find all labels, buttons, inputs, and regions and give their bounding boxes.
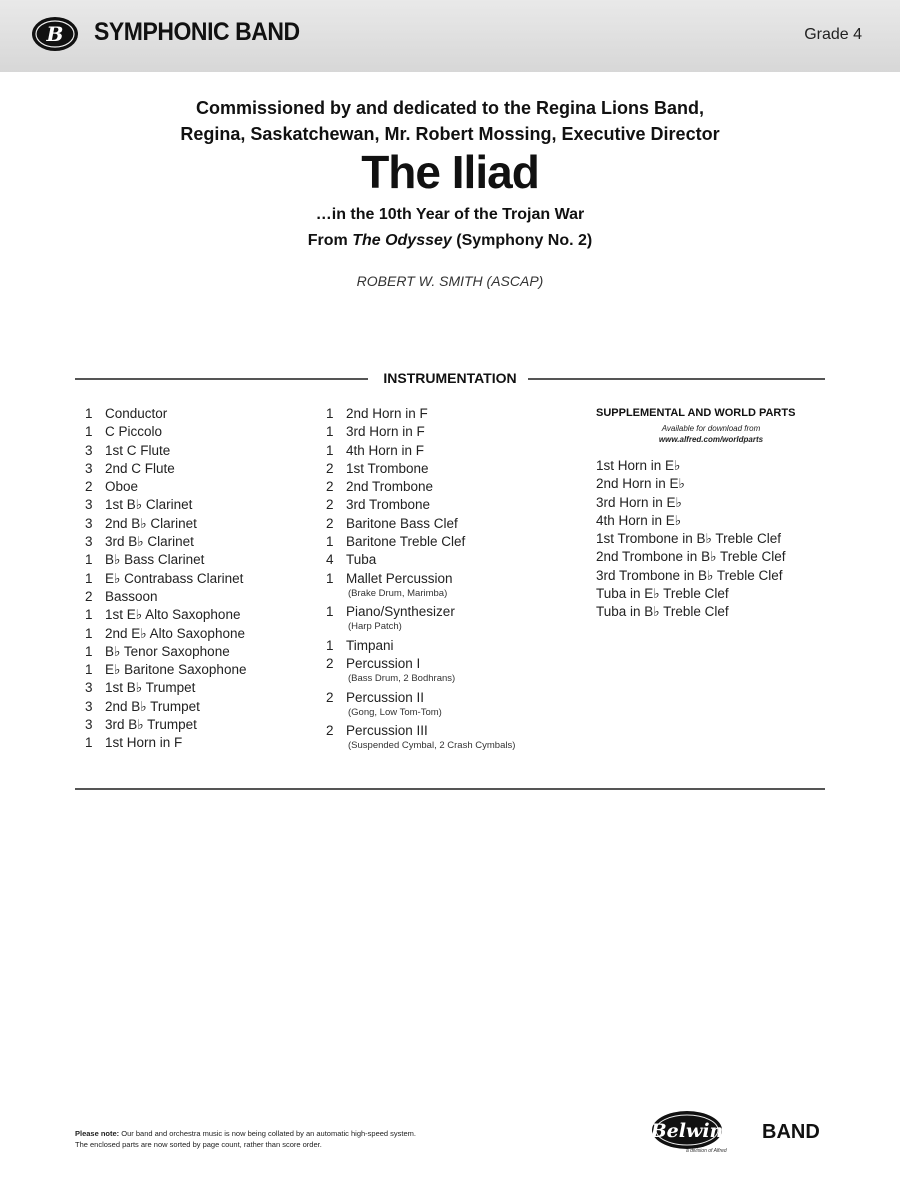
instrument-row: [326, 497, 586, 515]
part-quantity: 1: [85, 406, 93, 421]
instrument-row: [85, 589, 315, 607]
footnote: [75, 1128, 535, 1150]
part-quantity: 2: [326, 479, 334, 495]
supplemental-part-name: Tuba in B♭ Treble Clef: [596, 604, 729, 620]
part-quantity: 1: [85, 552, 93, 568]
instrument-name: C Piccolo: [105, 424, 163, 440]
instrument-name: 1st Horn in F: [105, 735, 183, 751]
instrument-row: [85, 735, 315, 753]
instrument-name: 1st B♭ Clarinet: [105, 497, 193, 513]
part-quantity: 3: [85, 698, 93, 714]
part-quantity: 3: [85, 460, 93, 476]
instrument-note: (Suspended Cymbal, 2 Crash Cymbals): [348, 740, 516, 752]
instrument-name: 2nd B♭ Clarinet: [105, 515, 197, 531]
instrument-row: [326, 723, 586, 757]
instrument-name: 2nd B♭ Trumpet: [105, 698, 200, 714]
instrument-row: [326, 443, 586, 461]
svg-text:Belwin: Belwin: [650, 1120, 724, 1142]
commission-line-2: Regina, Saskatchewan, Mr. Robert Mossing, Executive Director: [180, 124, 720, 144]
supplemental-available-text: Available for download from: [661, 424, 761, 433]
part-quantity: 2: [326, 515, 334, 531]
instrument-row: [85, 571, 315, 589]
instrument-name: 1st Trombone: [346, 460, 429, 476]
divider-bottom: [75, 788, 825, 790]
part-quantity: 1: [326, 637, 334, 653]
svg-text:B: B: [46, 22, 64, 46]
instrument-name: Bassoon: [105, 588, 158, 604]
instrument-row: [326, 534, 586, 552]
supplemental-part-name: Tuba in E♭ Treble Clef: [596, 586, 729, 602]
footnote-line-2: The enclosed parts are now sorted by page count, rather than score order.: [75, 1140, 322, 1149]
supplemental-availability: [596, 423, 826, 445]
instrument-row: [326, 424, 586, 442]
instrument-name: 2nd C Flute: [105, 460, 175, 476]
instrument-row: [85, 461, 315, 479]
instrument-row: [326, 461, 586, 479]
part-quantity: 2: [326, 656, 334, 672]
supplemental-part-name: 2nd Trombone in B♭ Treble Clef: [596, 549, 786, 565]
instrument-row: [326, 690, 586, 724]
part-quantity: 1: [326, 442, 334, 458]
instrumentation-heading: INSTRUMENTATION: [383, 370, 517, 386]
svg-text:BAND: BAND: [762, 1121, 820, 1143]
instrument-name: 3rd Horn in F: [346, 424, 425, 440]
instrument-note: (Bass Drum, 2 Bodhrans): [348, 673, 456, 685]
instrument-name: Mallet Percussion: [346, 570, 453, 586]
instrument-row: [85, 479, 315, 497]
instrument-name: 3rd Trombone: [346, 497, 431, 513]
part-quantity: 2: [326, 460, 334, 476]
instrument-name: Percussion II: [346, 689, 425, 705]
divider-right: [528, 378, 825, 380]
instrument-name: 3rd B♭ Trumpet: [105, 717, 197, 733]
instrument-name: Percussion I: [346, 656, 421, 672]
part-quantity: 1: [85, 625, 93, 641]
instrument-name: Conductor: [105, 406, 168, 421]
part-quantity: 1: [85, 662, 93, 678]
instrument-name: 1st B♭ Trumpet: [105, 680, 196, 696]
part-quantity: 1: [326, 570, 334, 586]
instrument-name: Percussion III: [346, 723, 428, 739]
supplemental-part-name: 3rd Horn in E♭: [596, 494, 682, 510]
supplemental-part: [596, 495, 836, 513]
instrument-name: 3rd B♭ Clarinet: [105, 534, 194, 550]
piece-title: The Iliad: [361, 146, 539, 198]
instrument-row: [326, 479, 586, 497]
part-quantity: 2: [326, 497, 334, 513]
part-quantity: 3: [85, 515, 93, 531]
instrument-row: [326, 604, 586, 638]
supplemental-heading: SUPPLEMENTAL AND WORLD PARTS: [596, 407, 796, 419]
part-quantity: 1: [85, 570, 93, 586]
supplemental-part-name: 3rd Trombone in B♭ Treble Clef: [596, 567, 783, 583]
supplemental-parts-list: [596, 458, 836, 623]
part-quantity: 3: [85, 497, 93, 513]
part-quantity: 1: [85, 424, 93, 440]
instrument-row: [326, 656, 586, 690]
subtitle-line-2: From The Odyssey (Symphony No. 2): [307, 232, 593, 249]
supplemental-part: [596, 549, 836, 567]
part-quantity: 1: [85, 643, 93, 659]
footnote-line-1: Our band and orchestra music is now being collated by an automatic high-speed system.: [119, 1129, 417, 1138]
part-quantity: 1: [326, 424, 334, 440]
instrument-row: [85, 607, 315, 625]
supplemental-part: [596, 476, 836, 494]
instrument-row: [85, 717, 315, 735]
instrument-note: (Harp Patch): [348, 621, 402, 633]
commission-text: [0, 95, 900, 147]
supplemental-part-name: 1st Trombone in B♭ Treble Clef: [596, 531, 781, 547]
instrument-note: (Gong, Low Tom-Tom): [348, 706, 442, 718]
supplemental-part: [596, 586, 836, 604]
supplemental-url: www.alfred.com/worldparts: [658, 435, 764, 444]
instrument-name: E♭ Contrabass Clarinet: [105, 570, 244, 586]
supplemental-part-name: 4th Horn in E♭: [596, 512, 682, 528]
commission-line-1: Commissioned by and dedicated to the Regina Lions Band,: [195, 98, 705, 118]
instrument-name: 4th Horn in F: [346, 442, 425, 458]
part-quantity: 2: [85, 479, 93, 495]
instrument-row: [326, 406, 586, 424]
instrument-name: B♭ Bass Clarinet: [105, 552, 205, 568]
instrument-row: [85, 552, 315, 570]
supplemental-part: [596, 531, 836, 549]
instrument-row: [326, 571, 586, 605]
part-quantity: 2: [326, 723, 334, 739]
svg-text:a division of Alfred: a division of Alfred: [686, 1148, 727, 1154]
part-quantity: 1: [85, 735, 93, 751]
subtitle-line-1: …in the 10th Year of the Trojan War: [315, 206, 585, 223]
instrument-row: [85, 406, 315, 424]
instrument-row: [85, 680, 315, 698]
part-quantity: 1: [326, 406, 334, 421]
instrument-row: [326, 516, 586, 534]
instrument-row: [85, 699, 315, 717]
part-quantity: 1: [326, 534, 334, 550]
instrument-row: [85, 516, 315, 534]
supplemental-part: [596, 513, 836, 531]
instrument-row: [85, 534, 315, 552]
instrument-name: 2nd Horn in F: [346, 406, 428, 421]
subtitle: [0, 202, 900, 254]
instrument-row: [85, 443, 315, 461]
instrument-row: [85, 497, 315, 515]
instrument-name: 1st E♭ Alto Saxophone: [105, 607, 241, 623]
supplemental-part: [596, 568, 836, 586]
instrument-note: (Brake Drum, Marimba): [348, 587, 448, 599]
instrument-row: [85, 424, 315, 442]
instrument-name: Timpani: [346, 637, 394, 653]
instrument-column-2: [326, 406, 586, 757]
instrument-name: 2nd E♭ Alto Saxophone: [105, 625, 245, 641]
instrument-column-1: [85, 406, 315, 754]
header-bar: [0, 0, 900, 72]
instrument-name: Baritone Bass Clef: [346, 515, 458, 531]
instrument-row: [85, 626, 315, 644]
series-title: SYMPHONIC BAND: [94, 18, 300, 46]
instrument-name: Piano/Synthesizer: [346, 604, 455, 620]
instrument-row: [85, 662, 315, 680]
instrument-name: Oboe: [105, 479, 139, 495]
instrument-name: E♭ Baritone Saxophone: [105, 662, 247, 678]
supplemental-part: [596, 458, 836, 476]
instrument-row: [326, 638, 586, 656]
belwin-band-logo: [650, 1108, 830, 1154]
part-quantity: 2: [326, 689, 334, 705]
supplemental-part-name: 1st Horn in E♭: [596, 458, 681, 473]
instrument-name: 2nd Trombone: [346, 479, 434, 495]
supplemental-part-name: 2nd Horn in E♭: [596, 476, 685, 492]
part-quantity: 3: [85, 442, 93, 458]
instrument-row: [326, 552, 586, 570]
supplemental-part: [596, 604, 836, 622]
part-quantity: 2: [85, 588, 93, 604]
part-quantity: 1: [85, 607, 93, 623]
instrument-name: B♭ Tenor Saxophone: [105, 643, 230, 659]
instrument-name: Tuba: [346, 552, 377, 568]
grade-label: Grade 4: [804, 26, 862, 43]
part-quantity: 3: [85, 534, 93, 550]
instrument-name: Baritone Treble Clef: [346, 534, 466, 550]
composer-credit: ROBERT W. SMITH (ASCAP): [356, 273, 544, 289]
footnote-label: Please note:: [75, 1129, 120, 1138]
instrument-row: [85, 644, 315, 662]
part-quantity: 4: [326, 552, 334, 568]
part-quantity: 3: [85, 717, 93, 733]
part-quantity: 3: [85, 680, 93, 696]
belwin-b-logo-icon: [30, 14, 80, 54]
part-quantity: 1: [326, 604, 334, 620]
instrument-name: 1st C Flute: [105, 442, 171, 458]
